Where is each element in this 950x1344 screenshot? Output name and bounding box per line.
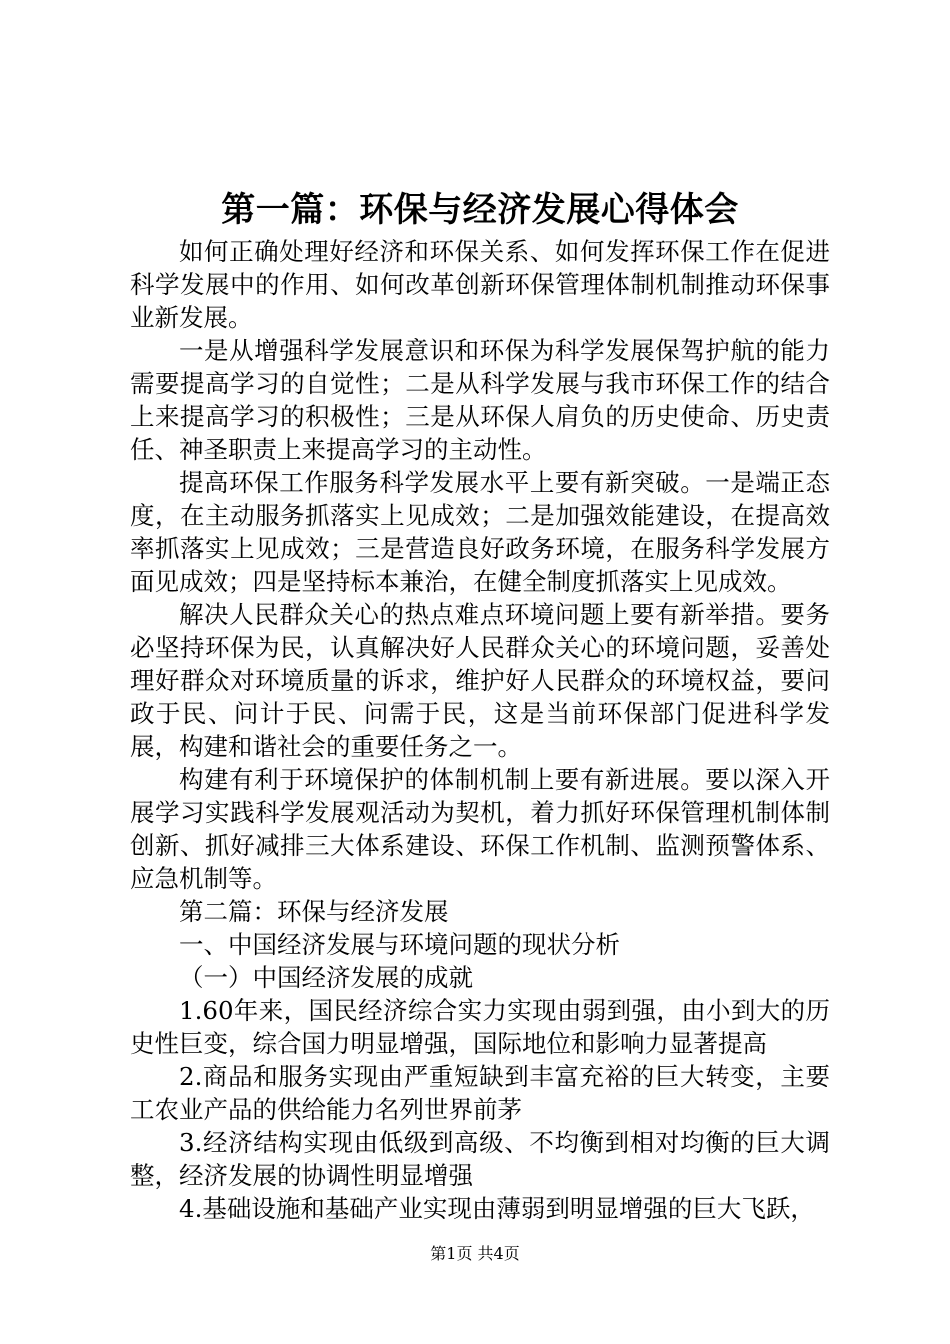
document-body bbox=[130, 235, 830, 1225]
list-item: 1.60年来，国民经济综合实力实现由弱到强，由小到大的历史性巨变，综合国力明显增强，国际地位和影响力显著提高 bbox=[130, 996, 830, 1058]
section-heading: 第二篇：环保与经济发展 bbox=[179, 897, 449, 926]
paragraph: 一是从增强科学发展意识和环保为科学发展保驾护航的能力需要提高学习的自觉性；二是从科学发展与我市环保工作的结合上来提高学习的积极性；三是从环保人肩负的历史使命、历史责任、神圣职责上来提高学习的主动性。 bbox=[130, 336, 830, 464]
section-heading: 一、中国经济发展与环境问题的现状分析 bbox=[179, 930, 620, 959]
paragraph: 提高环保工作服务科学发展水平上要有新突破。一是端正态度，在主动服务抓落实上见成效；二是加强效能建设，在提高效率抓落实上见成效；三是营造良好政务环境，在服务科学发展方面见成效；四是坚持标本兼治，在健全制度抓落实上见成效。 bbox=[130, 468, 830, 596]
list-item: 4.基础设施和基础产业实现由薄弱到明显增强的巨大飞跃， bbox=[179, 1194, 815, 1223]
list-item: 3.经济结构实现由低级到高级、不均衡到相对均衡的巨大调整，经济发展的协调性明显增强 bbox=[130, 1128, 830, 1190]
paragraph: 如何正确处理好经济和环保关系、如何发挥环保工作在促进科学发展中的作用、如何改革创新环保管理体制机制推动环保事业新发展。 bbox=[130, 237, 830, 332]
subsection-heading: （一）中国经济发展的成就 bbox=[179, 963, 473, 992]
paragraph: 解决人民群众关心的热点难点环境问题上要有新举措。要务必坚持环保为民，认真解决好人民群众关心的环境问题，妥善处理好群众对环境质量的诉求，维护好人民群众的环境权益，要问政于民、问计于民、问需于民，这是当前环保部门促进科学发展，构建和谐社会的重要任务之一。 bbox=[130, 600, 830, 761]
list-item: 2.商品和服务实现由严重短缺到丰富充裕的巨大转变，主要工农业产品的供给能力名列世界前茅 bbox=[130, 1062, 830, 1124]
document-title: 第一篇：环保与经济发展心得体会 bbox=[221, 190, 739, 230]
paragraph: 构建有利于环境保护的体制机制上要有新进展。要以深入开展学习实践科学发展观活动为契机，着力抓好环保管理机制体制创新、抓好减排三大体系建设、环保工作机制、监测预警体系、应急机制等。 bbox=[130, 765, 830, 893]
page-number-footer: 第1页 共4页 bbox=[430, 1244, 520, 1263]
